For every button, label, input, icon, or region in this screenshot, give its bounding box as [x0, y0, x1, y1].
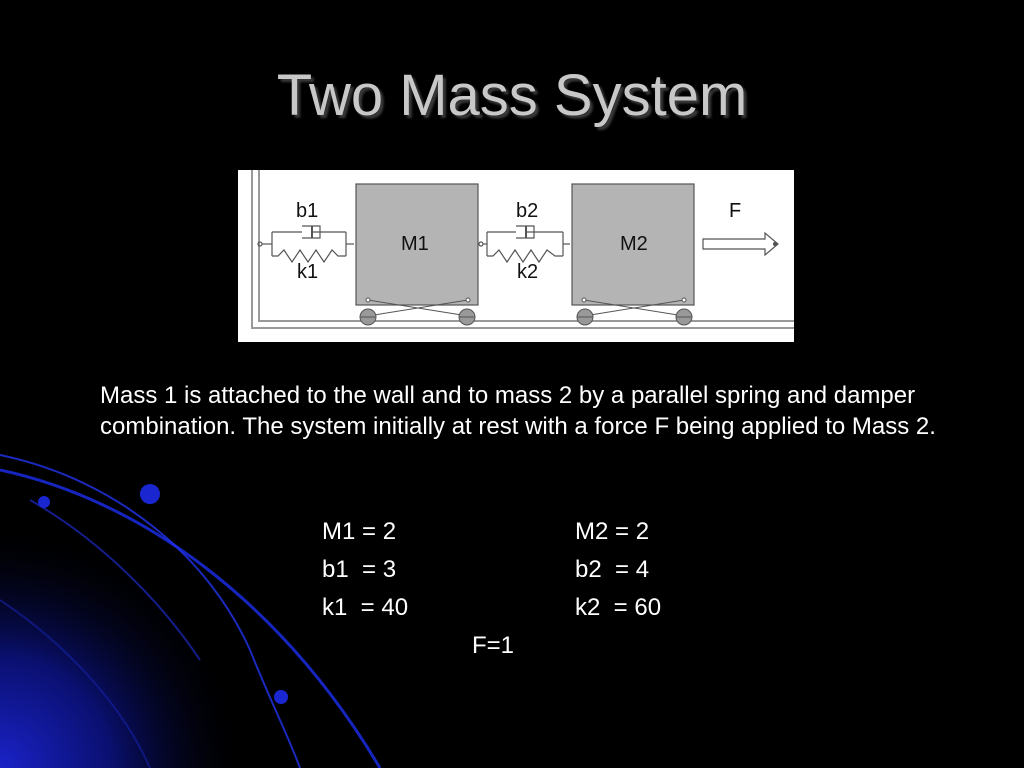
force-arrow-icon	[703, 233, 778, 255]
spring-damper-1	[258, 226, 354, 262]
param-m1: M1 = 2	[322, 518, 397, 545]
description-text: Mass 1 is attached to the wall and to mass 2 by a parallel spring and damper combination. The system initially at rest with a force F being applied to Mass 2.	[100, 382, 936, 440]
param-m2: M2 = 2	[575, 518, 650, 545]
two-mass-diagram	[238, 170, 794, 342]
param-force: F=1	[472, 632, 515, 659]
mass-2-label: M2	[620, 233, 648, 255]
param-b2: b2 = 4	[575, 556, 650, 583]
spring-1-label: k1	[297, 261, 319, 283]
mass-1-label: M1	[401, 233, 429, 255]
page-title: Two Mass System	[276, 63, 748, 128]
spring-2-label: k2	[517, 261, 539, 283]
force-label: F	[729, 200, 742, 222]
damper-1-label: b1	[296, 200, 319, 222]
spring-damper-2	[479, 226, 570, 262]
param-b1: b1 = 3	[322, 556, 397, 583]
damper-2-label: b2	[516, 200, 539, 222]
param-k1: k1 = 40	[322, 594, 409, 621]
param-k2: k2 = 60	[575, 594, 662, 621]
